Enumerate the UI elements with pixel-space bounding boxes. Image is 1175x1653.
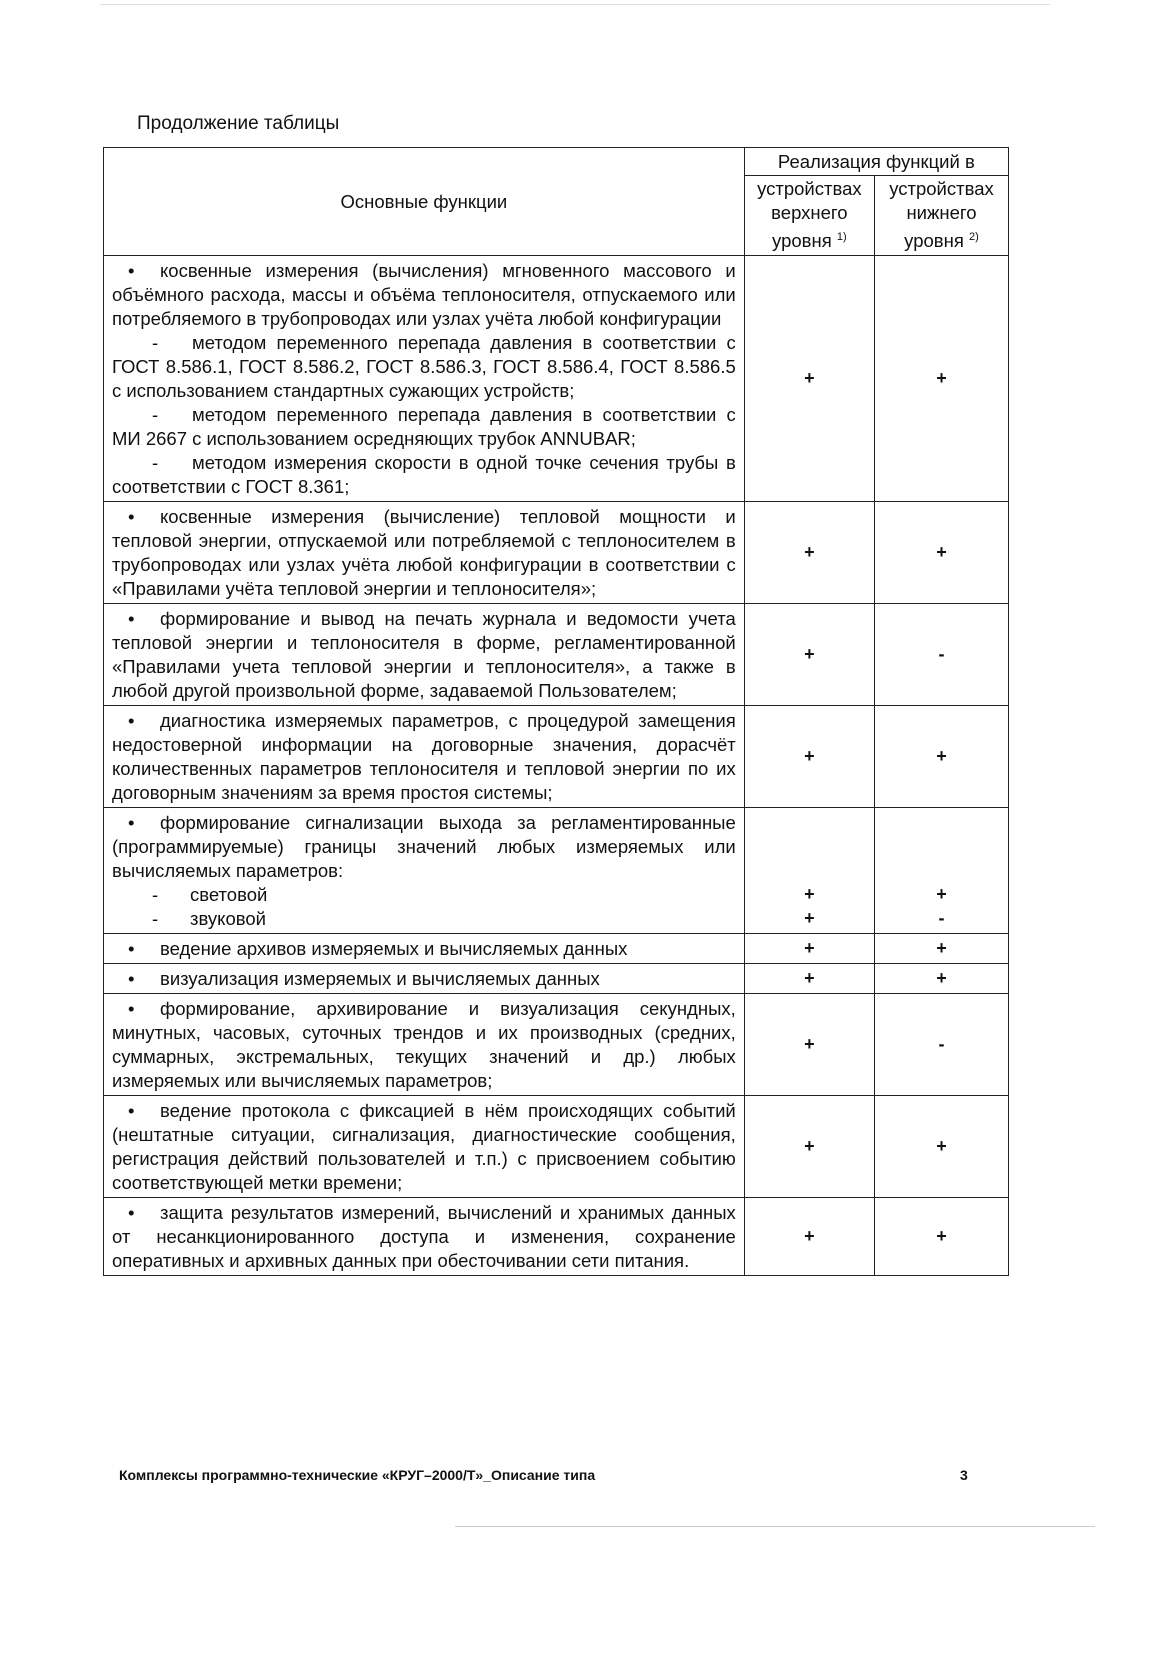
header-upper-level (744, 176, 874, 256)
function-description (104, 808, 745, 934)
upper-level-mark: + (744, 964, 874, 994)
dash-item: - методом переменного перепада давления в соответствии с ГОСТ 8.586.1, ГОСТ 8.586.2, ГОСТ 8.586.3, ГОСТ 8.586.4, ГОСТ 8.586.5 с использованием стандартных сужающих устройств; (112, 331, 736, 403)
sub-item: - звуковой (112, 907, 736, 931)
bullet-item: • ведение протокола с фиксацией в нём происходящих событий (нештатные ситуации, сигнализация, диагностические сообщения, регистрация действий пользователей и т.п.) с присвоением событию соответствующей метки времени; (112, 1099, 736, 1195)
function-description (104, 994, 745, 1096)
upper-level-mark: + (744, 256, 874, 502)
table-row (104, 994, 1009, 1096)
lower-level-mark: + (874, 1198, 1008, 1276)
table-row (104, 1096, 1009, 1198)
function-description (104, 502, 745, 604)
table-row (104, 934, 1009, 964)
lower-level-marks (874, 808, 1008, 934)
table-row (104, 604, 1009, 706)
upper-level-mark: + (744, 706, 874, 808)
table-continuation-caption: Продолжение таблицы (137, 113, 340, 134)
footnote-ref-2: 2) (968, 231, 979, 244)
header-implementation-group: Реализация функций в (744, 148, 1008, 176)
header-lower-word2: нижнего (906, 202, 977, 224)
function-description (104, 964, 745, 994)
header-upper-word2: верхнего (771, 202, 848, 224)
header-lower-word1: устройствах (889, 178, 994, 200)
header-lower-word3: уровня (904, 230, 964, 252)
upper-level-marks (744, 808, 874, 934)
header-upper-word3: уровня (772, 230, 832, 252)
footnote-ref-1: 1) (836, 231, 847, 244)
lower-level-mark: + (874, 934, 1008, 964)
scan-artifact-top (100, 4, 1050, 5)
table-body (104, 256, 1009, 1276)
lower-level-mark: - (874, 604, 1008, 706)
upper-level-mark: + (744, 604, 874, 706)
lower-level-mark: + (874, 706, 1008, 808)
upper-level-mark: + (744, 994, 874, 1096)
bullet-item: • косвенные измерения (вычисление) тепловой мощности и тепловой энергии, отпускаемой или потребляемой с теплоносителем в трубопроводах или узлах учёта любой конфигурации в соответствии с «Правилами учёта тепловой энергии и теплоносителя»; (112, 505, 736, 601)
dash-item: - методом измерения скорости в одной точке сечения трубы в соответствии с ГОСТ 8.361; (112, 451, 736, 499)
lower-level-mark: + (874, 1096, 1008, 1198)
bullet-item: • косвенные измерения (вычисления) мгновенного массового и объёмного расхода, массы и объёма теплоносителя, отпускаемого или потребляемого в трубопроводах или узлах учёта любой конфигурации (112, 259, 736, 331)
upper-level-mark: + (804, 884, 815, 904)
footer-document-title: Комплексы программно-технические «КРУГ–2000/Т»_Описание типа (119, 1467, 596, 1483)
bullet-item: • ведение архивов измеряемых и вычисляемых данных (112, 937, 736, 961)
upper-level-mark: + (744, 1096, 874, 1198)
header-main-functions: Основные функции (104, 148, 745, 256)
functions-table (103, 147, 1009, 1276)
table-row (104, 1198, 1009, 1276)
function-description (104, 1198, 745, 1276)
table-row (104, 808, 1009, 934)
function-description (104, 1096, 745, 1198)
table-row (104, 964, 1009, 994)
lower-level-mark: + (874, 502, 1008, 604)
function-description (104, 934, 745, 964)
bullet-item: • защита результатов измерений, вычислений и хранимых данных от несанкционированного доступа и изменения, сохранение оперативных и архивных данных при обесточивании сети питания. (112, 1201, 736, 1273)
table-row (104, 256, 1009, 502)
lower-level-mark: - (938, 908, 945, 928)
header-upper-word1: устройствах (757, 178, 862, 200)
header-lower-level (874, 176, 1008, 256)
table-row (104, 706, 1009, 808)
upper-level-mark: + (744, 934, 874, 964)
function-description (104, 706, 745, 808)
dash-item: - методом переменного перепада давления в соответствии с МИ 2667 с использованием осредняющих трубок ANNUBAR; (112, 403, 736, 451)
lower-level-mark: - (874, 994, 1008, 1096)
lower-level-mark: + (874, 964, 1008, 994)
bullet-item: • формирование сигнализации выхода за регламентированные (программируемые) границы значений любых измеряемых или вычисляемых параметров: (112, 811, 736, 883)
bullet-item: • формирование и вывод на печать журнала и ведомости учета тепловой энергии и теплоносителя в форме, регламентированной «Правилами учета тепловой энергии и теплоносителя», а также в любой другой произвольной форме, задаваемой Пользователем; (112, 607, 736, 703)
bullet-item: • визуализация измеряемых и вычисляемых данных (112, 967, 736, 991)
bullet-item: • формирование, архивирование и визуализация секундных, минутных, часовых, суточных трендов и их производных (средних, суммарных, экстремальных, текущих значений и др.) любых измеряемых или вычисляемых параметров; (112, 997, 736, 1093)
function-description (104, 256, 745, 502)
table-row (104, 502, 1009, 604)
function-description (104, 604, 745, 706)
upper-level-mark: + (804, 908, 815, 928)
page-number: 3 (960, 1467, 968, 1483)
sub-item: - световой (112, 883, 736, 907)
lower-level-mark: + (936, 884, 947, 904)
upper-level-mark: + (744, 502, 874, 604)
bullet-item: • диагностика измеряемых параметров, с процедурой замещения недостоверной информации на договорные значения, дорасчёт количественных параметров теплоносителя и тепловой энергии по их договорным значениям за время простоя системы; (112, 709, 736, 805)
upper-level-mark: + (744, 1198, 874, 1276)
lower-level-mark: + (874, 256, 1008, 502)
scan-artifact-bottom (455, 1526, 1095, 1527)
